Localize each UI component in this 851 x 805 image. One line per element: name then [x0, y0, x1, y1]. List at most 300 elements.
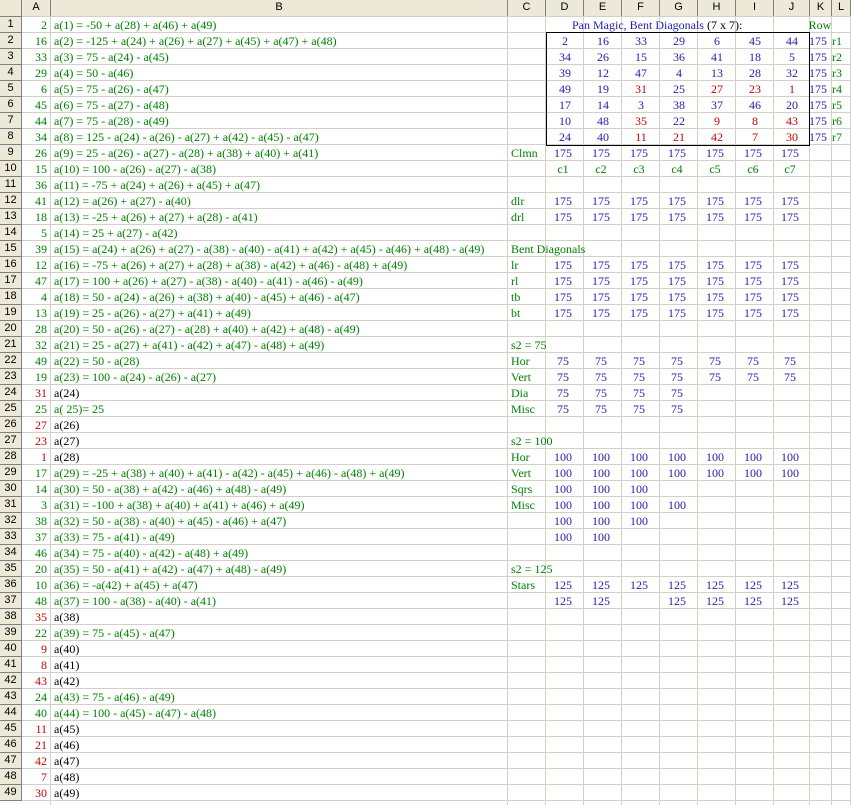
magic-cell[interactable]: 25: [673, 82, 685, 96]
summary-value[interactable]: 75: [747, 354, 759, 368]
column-header-c[interactable]: C: [508, 0, 546, 17]
summary-value[interactable]: 75: [595, 354, 607, 368]
summary-value[interactable]: 75: [671, 370, 683, 384]
summary-value[interactable]: 75: [557, 402, 569, 416]
column-header-j[interactable]: J: [774, 0, 810, 17]
magic-cell[interactable]: 36: [673, 50, 685, 64]
formula-b27[interactable]: a(27): [54, 434, 80, 448]
formula-b8[interactable]: a(8) = 125 - a(24) - a(26) - a(27) + a(42) - a(45) - a(47): [54, 130, 319, 144]
formula-b14[interactable]: a(14) = 25 + a(27) - a(42): [54, 226, 178, 240]
row-header-42[interactable]: 42: [0, 673, 22, 689]
row-header-49[interactable]: 49: [0, 785, 22, 801]
magic-cell[interactable]: 22: [673, 114, 685, 128]
row-header-27[interactable]: 27: [0, 433, 22, 449]
cell-a40[interactable]: 9: [41, 642, 47, 656]
cell-a13[interactable]: 18: [35, 210, 47, 224]
cell-a21[interactable]: 32: [35, 338, 47, 352]
summary-value[interactable]: 75: [557, 386, 569, 400]
cell-a46[interactable]: 21: [35, 738, 47, 752]
magic-cell[interactable]: 48: [597, 114, 609, 128]
summary-value[interactable]: 125: [668, 578, 686, 592]
summary-value[interactable]: 100: [592, 466, 610, 480]
summary-label[interactable]: Hor: [511, 354, 530, 368]
summary-value[interactable]: 175: [706, 258, 724, 272]
formula-b2[interactable]: a(2) = -125 + a(24) + a(26) + a(27) + a(45) + a(47) + a(48): [54, 34, 337, 48]
summary-value[interactable]: 100: [592, 450, 610, 464]
summary-label[interactable]: lr: [511, 258, 519, 272]
magic-cell[interactable]: 34: [559, 50, 571, 64]
magic-cell[interactable]: 46: [749, 98, 761, 112]
column-header-h[interactable]: H: [698, 0, 736, 17]
row-label[interactable]: r5: [832, 98, 842, 112]
summary-label[interactable]: Bent Diagonals: [511, 242, 586, 256]
summary-value[interactable]: 100: [781, 450, 799, 464]
row-header-25[interactable]: 25: [0, 401, 22, 417]
cell-a49[interactable]: 30: [35, 786, 47, 800]
summary-value[interactable]: 75: [747, 370, 759, 384]
summary-value[interactable]: 100: [668, 450, 686, 464]
cell-a11[interactable]: 36: [35, 178, 47, 192]
formula-b5[interactable]: a(5) = 75 - a(26) - a(47): [54, 82, 169, 96]
summary-value[interactable]: 100: [668, 498, 686, 512]
magic-cell[interactable]: 23: [749, 82, 761, 96]
row-header-15[interactable]: 15: [0, 241, 22, 257]
row-header-46[interactable]: 46: [0, 737, 22, 753]
summary-value[interactable]: 100: [554, 514, 572, 528]
formula-b3[interactable]: a(3) = 75 - a(24) - a(45): [54, 50, 169, 64]
summary-label[interactable]: s2 = 125: [511, 562, 553, 576]
row-label[interactable]: r3: [832, 66, 842, 80]
row-header-17[interactable]: 17: [0, 273, 22, 289]
magic-cell[interactable]: 29: [673, 34, 685, 48]
row-header-28[interactable]: 28: [0, 449, 22, 465]
row-header-23[interactable]: 23: [0, 369, 22, 385]
summary-label[interactable]: dlr: [511, 194, 525, 208]
summary-value[interactable]: 75: [633, 386, 645, 400]
row-sum[interactable]: 175: [809, 66, 827, 80]
row-header-5[interactable]: 5: [0, 81, 22, 97]
summary-value[interactable]: 175: [706, 290, 724, 304]
summary-value[interactable]: 175: [630, 274, 648, 288]
cell-a6[interactable]: 45: [35, 98, 47, 112]
summary-label[interactable]: Stars: [511, 578, 535, 592]
magic-cell[interactable]: 24: [559, 130, 571, 144]
summary-value[interactable]: 125: [592, 594, 610, 608]
summary-value[interactable]: 175: [554, 306, 572, 320]
formula-b21[interactable]: a(21) = 25 - a(27) + a(41) - a(42) + a(47) - a(48) + a(49): [54, 338, 325, 352]
formula-b7[interactable]: a(7) = 75 - a(28) - a(49): [54, 114, 169, 128]
cell-a12[interactable]: 41: [35, 194, 47, 208]
magic-cell[interactable]: 12: [597, 66, 609, 80]
magic-cell[interactable]: 7: [752, 130, 758, 144]
summary-label[interactable]: rl: [511, 274, 519, 288]
column-header-g[interactable]: G: [660, 0, 698, 17]
summary-value[interactable]: 75: [633, 402, 645, 416]
formula-b42[interactable]: a(42): [54, 674, 80, 688]
summary-value[interactable]: 175: [554, 146, 572, 160]
magic-cell[interactable]: 30: [786, 130, 798, 144]
summary-value[interactable]: 75: [595, 370, 607, 384]
summary-value[interactable]: 175: [781, 258, 799, 272]
formula-b37[interactable]: a(37) = 100 - a(38) - a(40) - a(41): [54, 594, 217, 608]
summary-value[interactable]: 100: [592, 530, 610, 544]
summary-value[interactable]: 175: [744, 274, 762, 288]
summary-label[interactable]: tb: [511, 290, 521, 304]
summary-value[interactable]: 75: [557, 354, 569, 368]
cell-a1[interactable]: 2: [41, 18, 47, 32]
summary-value[interactable]: 100: [592, 498, 610, 512]
cell-a37[interactable]: 48: [35, 594, 47, 608]
row-header-30[interactable]: 30: [0, 481, 22, 497]
row-header-7[interactable]: 7: [0, 113, 22, 129]
formula-b32[interactable]: a(32) = 50 - a(38) - a(40) + a(45) - a(46) + a(47): [54, 514, 287, 528]
row-header-18[interactable]: 18: [0, 289, 22, 305]
row-header-3[interactable]: 3: [0, 49, 22, 65]
row-header-29[interactable]: 29: [0, 465, 22, 481]
cell-a26[interactable]: 27: [35, 418, 47, 432]
row-header-36[interactable]: 36: [0, 577, 22, 593]
summary-value[interactable]: 175: [781, 194, 799, 208]
formula-b46[interactable]: a(46): [54, 738, 80, 752]
summary-value[interactable]: c4: [671, 162, 683, 176]
summary-value[interactable]: 175: [781, 306, 799, 320]
summary-value[interactable]: c3: [633, 162, 645, 176]
magic-cell[interactable]: 31: [635, 82, 647, 96]
cell-a25[interactable]: 25: [35, 402, 47, 416]
summary-value[interactable]: 100: [554, 482, 572, 496]
summary-value[interactable]: 75: [784, 354, 796, 368]
summary-value[interactable]: 175: [592, 258, 610, 272]
cell-a35[interactable]: 20: [35, 562, 47, 576]
row-header-4[interactable]: 4: [0, 65, 22, 81]
summary-value[interactable]: 175: [630, 194, 648, 208]
row-header-32[interactable]: 32: [0, 513, 22, 529]
cell-a29[interactable]: 17: [35, 466, 47, 480]
formula-b15[interactable]: a(15) = a(24) + a(26) + a(27) - a(38) - a(40) - a(41) + a(42) + a(45) - a(46) + a(48) - a(49): [54, 242, 485, 256]
summary-value[interactable]: 75: [671, 354, 683, 368]
summary-value[interactable]: 175: [554, 274, 572, 288]
summary-value[interactable]: 125: [630, 578, 648, 592]
formula-b45[interactable]: a(45): [54, 722, 80, 736]
summary-value[interactable]: c2: [595, 162, 607, 176]
row-header-1[interactable]: 1: [0, 17, 22, 33]
summary-value[interactable]: 75: [595, 402, 607, 416]
summary-value[interactable]: 100: [554, 530, 572, 544]
row-header-24[interactable]: 24: [0, 385, 22, 401]
cell-a15[interactable]: 39: [35, 242, 47, 256]
row-header-19[interactable]: 19: [0, 305, 22, 321]
cell-a20[interactable]: 28: [35, 322, 47, 336]
cell-a44[interactable]: 40: [35, 706, 47, 720]
row-header-20[interactable]: 20: [0, 321, 22, 337]
cell-a23[interactable]: 19: [35, 370, 47, 384]
summary-value[interactable]: 175: [744, 258, 762, 272]
magic-cell[interactable]: 27: [711, 82, 723, 96]
row-header-9[interactable]: 9: [0, 145, 22, 161]
summary-value[interactable]: 175: [668, 146, 686, 160]
summary-value[interactable]: 175: [744, 210, 762, 224]
magic-cell[interactable]: 39: [559, 66, 571, 80]
summary-value[interactable]: 75: [671, 386, 683, 400]
summary-value[interactable]: 100: [554, 466, 572, 480]
formula-b48[interactable]: a(48): [54, 770, 80, 784]
magic-cell[interactable]: 41: [711, 50, 723, 64]
column-header-l[interactable]: L: [832, 0, 851, 17]
cell-a3[interactable]: 33: [35, 50, 47, 64]
summary-label[interactable]: drl: [511, 210, 525, 224]
magic-cell[interactable]: 49: [559, 82, 571, 96]
formula-b30[interactable]: a(30) = 50 - a(38) + a(42) - a(46) + a(48) - a(49): [54, 482, 287, 496]
summary-label[interactable]: Misc: [511, 498, 535, 512]
formula-b31[interactable]: a(31) = -100 + a(38) + a(40) + a(41) + a(46) + a(49): [54, 498, 305, 512]
summary-value[interactable]: 175: [630, 146, 648, 160]
magic-cell[interactable]: 32: [786, 66, 798, 80]
row-header-13[interactable]: 13: [0, 209, 22, 225]
cell-a34[interactable]: 46: [35, 546, 47, 560]
cell-a16[interactable]: 12: [35, 258, 47, 272]
formula-b17[interactable]: a(17) = 100 + a(26) + a(27) - a(38) - a(40) - a(41) - a(46) - a(49): [54, 274, 363, 288]
row-header-48[interactable]: 48: [0, 769, 22, 785]
column-header-i[interactable]: I: [736, 0, 774, 17]
magic-cell[interactable]: 42: [711, 130, 723, 144]
cell-a7[interactable]: 44: [35, 114, 47, 128]
summary-value[interactable]: 175: [744, 290, 762, 304]
summary-value[interactable]: 175: [554, 258, 572, 272]
summary-value[interactable]: 100: [554, 450, 572, 464]
summary-value[interactable]: 75: [709, 354, 721, 368]
cell-a43[interactable]: 24: [35, 690, 47, 704]
magic-cell[interactable]: 26: [597, 50, 609, 64]
cell-a18[interactable]: 4: [41, 290, 47, 304]
summary-value[interactable]: c1: [557, 162, 569, 176]
cell-a19[interactable]: 13: [35, 306, 47, 320]
summary-value[interactable]: 75: [709, 370, 721, 384]
summary-value[interactable]: 100: [706, 450, 724, 464]
magic-cell[interactable]: 44: [786, 34, 798, 48]
summary-value[interactable]: 100: [592, 514, 610, 528]
summary-value[interactable]: 175: [630, 290, 648, 304]
summary-label[interactable]: s2 = 75: [511, 338, 547, 352]
formula-b23[interactable]: a(23) = 100 - a(24) - a(26) - a(27): [54, 370, 217, 384]
cell-a8[interactable]: 34: [35, 130, 47, 144]
magic-cell[interactable]: 9: [714, 114, 720, 128]
summary-value[interactable]: 175: [668, 274, 686, 288]
formula-b6[interactable]: a(6) = 75 - a(27) - a(48): [54, 98, 169, 112]
summary-value[interactable]: 100: [554, 498, 572, 512]
formula-b1[interactable]: a(1) = -50 + a(28) + a(46) + a(49): [54, 18, 217, 32]
summary-value[interactable]: 100: [706, 466, 724, 480]
summary-value[interactable]: 175: [630, 258, 648, 272]
magic-cell[interactable]: 28: [749, 66, 761, 80]
formula-b44[interactable]: a(44) = 100 - a(45) - a(47) - a(48): [54, 706, 217, 720]
summary-value[interactable]: 125: [706, 594, 724, 608]
summary-value[interactable]: 175: [592, 146, 610, 160]
row-header-31[interactable]: 31: [0, 497, 22, 513]
column-header-e[interactable]: E: [584, 0, 622, 17]
summary-value[interactable]: 100: [630, 482, 648, 496]
formula-b22[interactable]: a(22) = 50 - a(28): [54, 354, 140, 368]
summary-value[interactable]: 125: [781, 594, 799, 608]
cell-a39[interactable]: 22: [35, 626, 47, 640]
summary-value[interactable]: 175: [706, 306, 724, 320]
formula-b41[interactable]: a(41): [54, 658, 80, 672]
row-header-2[interactable]: 2: [0, 33, 22, 49]
row-header-44[interactable]: 44: [0, 705, 22, 721]
summary-label[interactable]: Sqrs: [511, 482, 533, 496]
cell-a36[interactable]: 10: [35, 578, 47, 592]
magic-cell[interactable]: 8: [752, 114, 758, 128]
cell-a9[interactable]: 26: [35, 146, 47, 160]
row-header-26[interactable]: 26: [0, 417, 22, 433]
summary-value[interactable]: 100: [668, 466, 686, 480]
summary-value[interactable]: 175: [744, 306, 762, 320]
magic-cell[interactable]: 38: [673, 98, 685, 112]
formula-b38[interactable]: a(38): [54, 610, 80, 624]
magic-cell[interactable]: 14: [597, 98, 609, 112]
magic-cell[interactable]: 13: [711, 66, 723, 80]
magic-cell[interactable]: 47: [635, 66, 647, 80]
cell-a32[interactable]: 38: [35, 514, 47, 528]
cell-a10[interactable]: 15: [35, 162, 47, 176]
summary-value[interactable]: 125: [781, 578, 799, 592]
column-header-a[interactable]: A: [22, 0, 51, 17]
summary-value[interactable]: 175: [781, 210, 799, 224]
magic-cell[interactable]: 1: [789, 82, 795, 96]
summary-value[interactable]: c7: [784, 162, 796, 176]
magic-cell[interactable]: 5: [789, 50, 795, 64]
column-header-d[interactable]: D: [546, 0, 584, 17]
formula-b36[interactable]: a(36) = -a(42) + a(45) + a(47): [54, 578, 198, 592]
summary-value[interactable]: 175: [592, 306, 610, 320]
summary-value[interactable]: 175: [668, 258, 686, 272]
row-label[interactable]: r7: [832, 130, 842, 144]
row-header-22[interactable]: 22: [0, 353, 22, 369]
summary-value[interactable]: 75: [633, 370, 645, 384]
summary-label[interactable]: Vert: [511, 370, 531, 384]
summary-value[interactable]: 100: [630, 514, 648, 528]
summary-value[interactable]: 175: [630, 306, 648, 320]
cell-a42[interactable]: 43: [35, 674, 47, 688]
magic-cell[interactable]: 33: [635, 34, 647, 48]
formula-b16[interactable]: a(16) = -75 + a(26) + a(27) + a(28) + a(38) - a(42) + a(46) - a(48) + a(49): [54, 258, 408, 272]
cell-a31[interactable]: 3: [41, 498, 47, 512]
magic-cell[interactable]: 35: [635, 114, 647, 128]
row-header-37[interactable]: 37: [0, 593, 22, 609]
row-header-6[interactable]: 6: [0, 97, 22, 113]
formula-b10[interactable]: a(10) = 100 - a(26) - a(27) - a(38): [54, 162, 217, 176]
summary-value[interactable]: 75: [557, 370, 569, 384]
cell-a24[interactable]: 31: [35, 386, 47, 400]
summary-value[interactable]: 175: [630, 210, 648, 224]
formula-b12[interactable]: a(12) = a(26) + a(27) - a(40): [54, 194, 191, 208]
magic-cell[interactable]: 18: [749, 50, 761, 64]
summary-label[interactable]: Misc: [511, 402, 535, 416]
row-header-34[interactable]: 34: [0, 545, 22, 561]
cell-a2[interactable]: 16: [35, 34, 47, 48]
row-header-16[interactable]: 16: [0, 257, 22, 273]
row-label[interactable]: r2: [832, 50, 842, 64]
magic-cell[interactable]: 16: [597, 34, 609, 48]
row-label[interactable]: r1: [832, 34, 842, 48]
summary-value[interactable]: 175: [706, 210, 724, 224]
row-label[interactable]: r4: [832, 82, 842, 96]
formula-b39[interactable]: a(39) = 75 - a(45) - a(47): [54, 626, 175, 640]
formula-b33[interactable]: a(33) = 75 - a(41) - a(49): [54, 530, 175, 544]
summary-value[interactable]: 175: [592, 210, 610, 224]
cell-a48[interactable]: 7: [41, 770, 47, 784]
column-header-k[interactable]: K: [810, 0, 832, 17]
summary-label[interactable]: s2 = 100: [511, 434, 553, 448]
formula-b13[interactable]: a(13) = -25 + a(26) + a(27) + a(28) - a(41): [54, 210, 258, 224]
magic-cell[interactable]: 43: [786, 114, 798, 128]
formula-b26[interactable]: a(26): [54, 418, 80, 432]
magic-cell[interactable]: 20: [786, 98, 798, 112]
row-header-47[interactable]: 47: [0, 753, 22, 769]
formula-b28[interactable]: a(28): [54, 450, 80, 464]
row-header-33[interactable]: 33: [0, 529, 22, 545]
row-sum[interactable]: 175: [809, 34, 827, 48]
summary-value[interactable]: 175: [781, 274, 799, 288]
row-header-39[interactable]: 39: [0, 625, 22, 641]
summary-value[interactable]: 175: [554, 194, 572, 208]
summary-label[interactable]: Clmn: [511, 146, 538, 160]
summary-label[interactable]: Hor: [511, 450, 530, 464]
formula-b34[interactable]: a(34) = 75 - a(40) - a(42) - a(48) + a(49): [54, 546, 249, 560]
summary-label[interactable]: bt: [511, 306, 521, 320]
formula-b4[interactable]: a(4) = 50 - a(46): [54, 66, 134, 80]
magic-cell[interactable]: 6: [714, 34, 720, 48]
summary-value[interactable]: 100: [630, 466, 648, 480]
cell-a38[interactable]: 35: [35, 610, 47, 624]
magic-cell[interactable]: 4: [676, 66, 682, 80]
cell-a45[interactable]: 11: [35, 722, 47, 736]
summary-value[interactable]: 175: [554, 210, 572, 224]
summary-value[interactable]: 125: [744, 594, 762, 608]
summary-value[interactable]: 175: [706, 146, 724, 160]
summary-value[interactable]: 175: [706, 274, 724, 288]
formula-b35[interactable]: a(35) = 50 - a(41) + a(42) - a(47) + a(48) - a(49): [54, 562, 287, 576]
summary-value[interactable]: 100: [630, 498, 648, 512]
summary-value[interactable]: 100: [592, 482, 610, 496]
row-header-11[interactable]: 11: [0, 177, 22, 193]
formula-b47[interactable]: a(47): [54, 754, 80, 768]
summary-value[interactable]: 175: [668, 306, 686, 320]
summary-value[interactable]: 175: [592, 274, 610, 288]
formula-b25[interactable]: a( 25)= 25: [54, 402, 105, 416]
formula-b18[interactable]: a(18) = 50 - a(24) - a(26) + a(38) + a(40) - a(45) + a(46) - a(47): [54, 290, 360, 304]
magic-cell[interactable]: 10: [559, 114, 571, 128]
row-header-8[interactable]: 8: [0, 129, 22, 145]
magic-cell[interactable]: 40: [597, 130, 609, 144]
column-header-b[interactable]: B: [51, 0, 508, 17]
summary-value[interactable]: 175: [592, 290, 610, 304]
formula-b19[interactable]: a(19) = 25 - a(26) - a(27) + a(41) + a(49): [54, 306, 251, 320]
cell-a30[interactable]: 14: [35, 482, 47, 496]
summary-value[interactable]: 175: [706, 194, 724, 208]
formula-b43[interactable]: a(43) = 75 - a(46) - a(49): [54, 690, 175, 704]
summary-value[interactable]: 175: [668, 210, 686, 224]
row-header-14[interactable]: 14: [0, 225, 22, 241]
magic-cell[interactable]: 3: [638, 98, 644, 112]
cell-a17[interactable]: 47: [35, 274, 47, 288]
magic-cell[interactable]: 21: [673, 130, 685, 144]
formula-b49[interactable]: a(49): [54, 786, 80, 800]
magic-cell[interactable]: 37: [711, 98, 723, 112]
summary-value[interactable]: 175: [668, 194, 686, 208]
row-sum[interactable]: 175: [809, 114, 827, 128]
summary-value[interactable]: 75: [633, 354, 645, 368]
row-header-35[interactable]: 35: [0, 561, 22, 577]
